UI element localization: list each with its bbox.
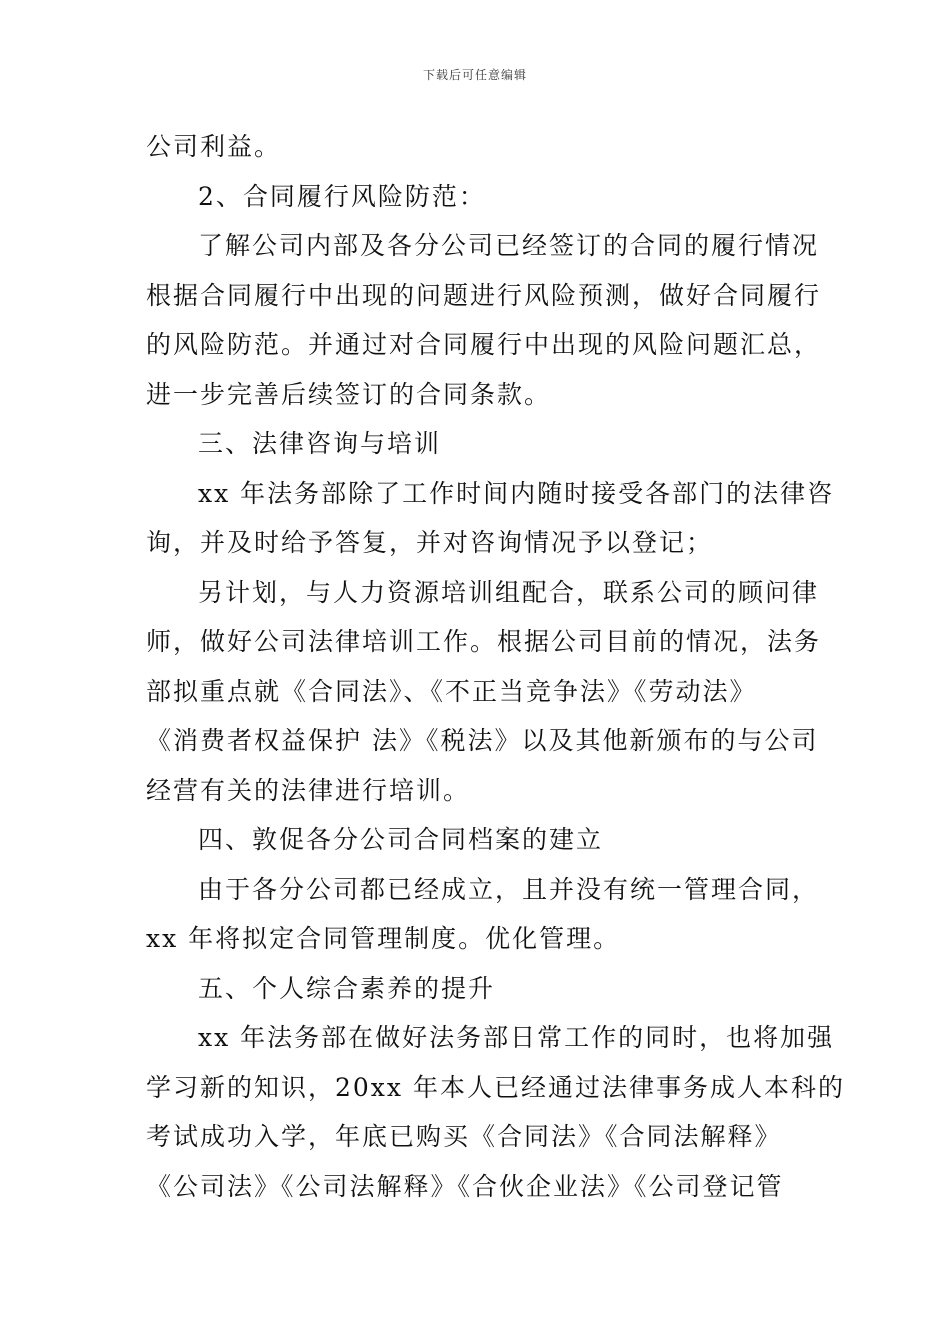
text-line: 询，并及时给予答复，并对咨询情况予以登记；	[146, 528, 714, 557]
section-heading: 2、合同履行风险防范：	[198, 181, 486, 211]
text-line: 学习新的知识，20xx 年本人已经通过法律事务成人本科的	[146, 1072, 845, 1102]
page-header: 下载后可任意编辑	[422, 68, 527, 82]
text-line: 根据合同履行中出现的问题进行风险预测，做好合同履行	[146, 280, 822, 310]
document-body	[146, 127, 845, 1216]
text-line: 《公司法》《公司法解释》《合伙企业法》《公司登记管	[146, 1171, 784, 1201]
paragraph-start: 另计划，与人力资源培训组配合，联系公司的顾问律	[198, 577, 820, 607]
section-heading: 五、个人综合素养的提升	[198, 973, 496, 1003]
paragraph-start: xx 年法务部除了工作时间内随时接受各部门的法律咨	[198, 478, 835, 508]
text-line: 的风险防范。并通过对合同履行中出现的风险问题汇总，	[146, 330, 822, 359]
text-line: 考试成功入学，年底已购买《合同法》《合同法解释》	[146, 1122, 782, 1151]
text-line: xx 年将拟定合同管理制度。优化管理。	[146, 924, 621, 953]
text-line: 部拟重点就《合同法》、《不正当竞争法》《劳动法》	[146, 676, 757, 706]
paragraph-start: 由于各分公司都已经成立，且并没有统一管理合同，	[198, 874, 820, 904]
paragraph-start: xx 年法务部在做好法务部日常工作的同时，也将加强	[198, 1023, 835, 1052]
text-line: 师，做好公司法律培训工作。根据公司目前的情况，法务	[146, 627, 822, 656]
section-heading: 四、敦促各分公司合同档案的建立	[198, 825, 604, 854]
section-heading: 三、法律咨询与培训	[198, 429, 442, 458]
text-line: 《消费者权益保护 法》《税法》以及其他新颁布的与公司	[146, 726, 819, 755]
text-line: 公司利益。	[146, 132, 282, 161]
paragraph-start: 了解公司内部及各分公司已经签订的合同的履行情况	[198, 231, 820, 260]
text-line: 进一步完善后续签订的合同条款。	[146, 379, 552, 409]
text-line: 经营有关的法律进行培训。	[146, 775, 471, 805]
